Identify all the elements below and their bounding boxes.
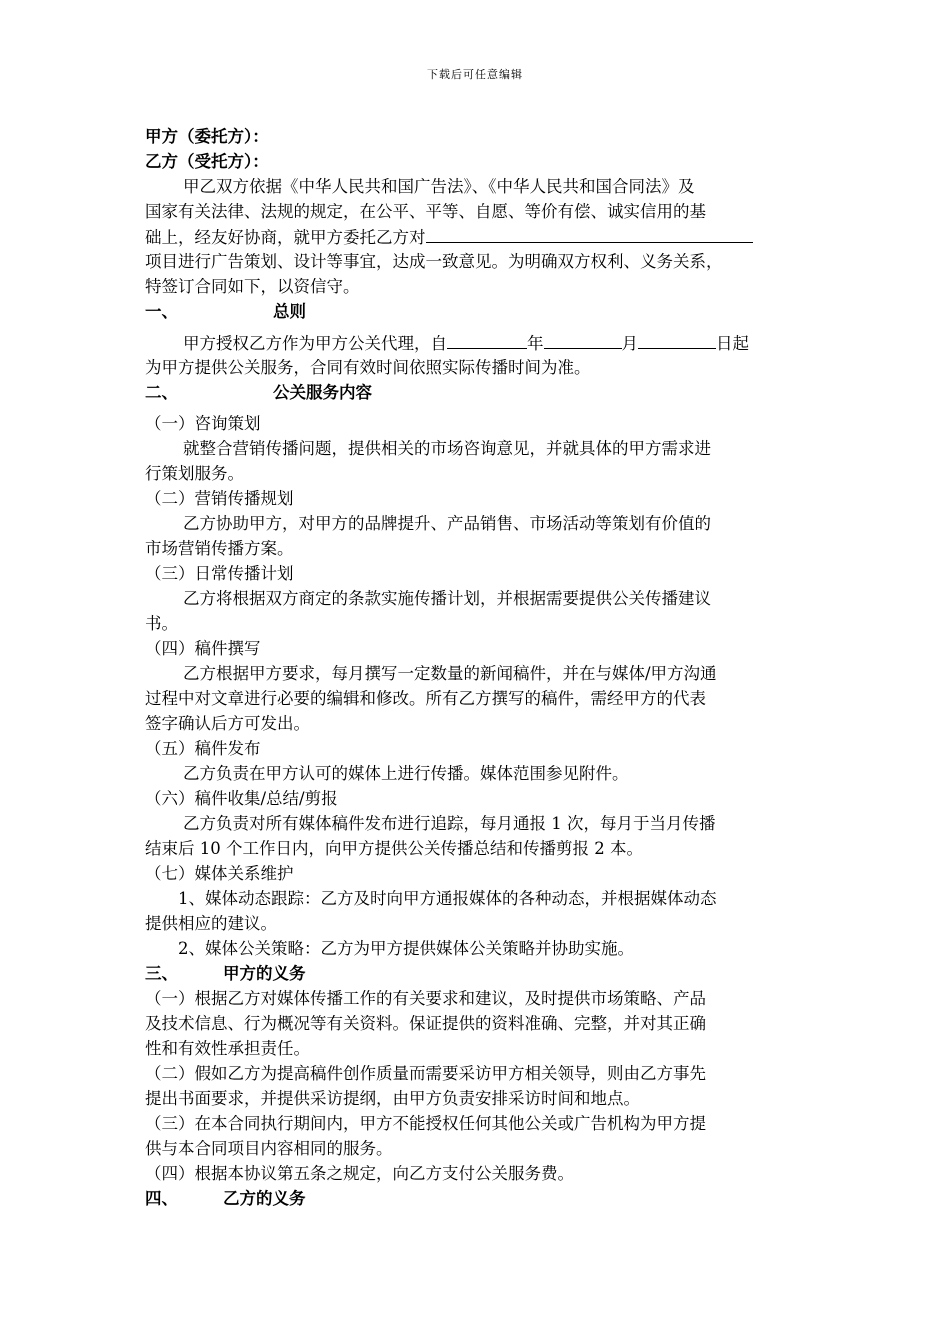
section-title: 公关服务内容 (273, 383, 372, 402)
paragraph-line: 过程中对文章进行必要的编辑和修改。所有乙方撰写的稿件，需经甲方的代表 (145, 689, 706, 708)
paragraph-line: 1、媒体动态跟踪：乙方及时向甲方通报媒体的各种动态，并根据媒体动态 (178, 889, 717, 908)
paragraph-line: （二）假如乙方为提高稿件创作质量而需要采访甲方相关领导，则由乙方事先 (145, 1064, 706, 1083)
text: 月 (621, 334, 638, 353)
section-title: 乙方的义务 (223, 1189, 306, 1208)
section-heading (145, 1186, 810, 1211)
paragraph-line: 性和有效性承担责任。 (145, 1039, 310, 1058)
paragraph-line: （四）根据本协议第五条之规定，向乙方支付公关服务费。 (145, 1164, 574, 1183)
paragraph-line: 提供相应的建议。 (145, 914, 277, 933)
paragraph-line: 签字确认后方可发出。 (145, 714, 310, 733)
subsection-heading: （五）稿件发布 (145, 739, 261, 758)
subsection-heading: （二）营销传播规划 (145, 489, 294, 508)
year-blank (447, 330, 527, 349)
subsection-heading: （一）咨询策划 (145, 414, 261, 433)
party-b-label: 乙方（受托方）： (145, 152, 269, 171)
subsection-heading: （四）稿件撰写 (145, 639, 261, 658)
paragraph-line: （三）在本合同执行期间内，甲方不能授权任何其他公关或广告机构为甲方提 (145, 1114, 706, 1133)
project-blank (426, 224, 753, 243)
text: 年 (527, 334, 544, 353)
paragraph-line: 供与本合同项目内容相同的服务。 (145, 1139, 393, 1158)
paragraph-line: 市场营销传播方案。 (145, 539, 294, 558)
subsection-heading: （六）稿件收集/总结/剪报 (145, 789, 338, 808)
service-list (145, 411, 810, 961)
paragraph-line: 为甲方提供公关服务，合同有效时间依照实际传播时间为准。 (145, 358, 591, 377)
paragraph-line: 乙方协助甲方，对甲方的品牌提升、产品销售、市场活动等策划有价值的 (183, 514, 711, 533)
month-blank (544, 330, 622, 349)
intro-line: 甲乙双方依据《中华人民共和国广告法》、《中华人民共和国合同法》及 (183, 177, 695, 196)
section-heading (145, 961, 810, 986)
page-header: 下载后可任意编辑 (427, 68, 523, 81)
party-a-label: 甲方（委托方）： (145, 127, 269, 146)
section-number: 四、 (145, 1189, 178, 1208)
paragraph-line: 就整合营销传播问题，提供相关的市场咨询意见，并就具体的甲方需求进 (183, 439, 711, 458)
subsection-heading: （七）媒体关系维护 (145, 864, 294, 883)
section-title: 总则 (273, 302, 306, 321)
paragraph-line: 乙方将根据双方商定的条款实施传播计划，并根据需要提供公关传播建议 (183, 589, 711, 608)
intro-text: 础上，经友好协商，就甲方委托乙方对 (145, 228, 426, 247)
intro-line (145, 224, 810, 249)
paragraph-line: 书。 (145, 614, 178, 633)
text: 日起 (716, 334, 749, 353)
subsection-heading: （三）日常传播计划 (145, 564, 294, 583)
paragraph-line: 结束后 10 个工作日内，向甲方提供公关传播总结和传播剪报 2 本。 (145, 839, 643, 858)
paragraph-line: 乙方根据甲方要求，每月撰写一定数量的新闻稿件，并在与媒体/甲方沟通 (183, 664, 717, 683)
section-heading (145, 380, 810, 405)
contract-body (145, 124, 810, 1211)
paragraph-line: 乙方负责对所有媒体稿件发布进行追踪，每月通报 1 次，每月于当月传播 (183, 814, 716, 833)
paragraph-line: 乙方负责在甲方认可的媒体上进行传播。媒体范围参见附件。 (183, 764, 629, 783)
section-title: 甲方的义务 (223, 964, 306, 983)
intro-line: 特签订合同如下，以资信守。 (145, 277, 360, 296)
section-number: 一、 (145, 302, 178, 321)
section-number: 二、 (145, 383, 178, 402)
day-blank (638, 330, 716, 349)
paragraph-line: 及技术信息、行为概况等有关资料。保证提供的资料准确、完整，并对其正确 (145, 1014, 706, 1033)
paragraph-line: 2、媒体公关策略：乙方为甲方提供媒体公关策略并协助实施。 (178, 939, 634, 958)
paragraph-line: 提出书面要求，并提供采访提纲，由甲方负责安排采访时间和地点。 (145, 1089, 640, 1108)
paragraph-line: （一）根据乙方对媒体传播工作的有关要求和建议，及时提供市场策略、产品 (145, 989, 706, 1008)
intro-line: 国家有关法律、法规的规定，在公平、平等、自愿、等价有偿、诚实信用的基 (145, 202, 706, 221)
text: 甲方授权乙方作为甲方公关代理，自 (183, 334, 447, 353)
paragraph-line: 行策划服务。 (145, 464, 244, 483)
section-heading (145, 299, 810, 324)
paragraph-line (145, 330, 810, 355)
intro-line: 项目进行广告策划、设计等事宜，达成一致意见。为明确双方权利、义务关系， (145, 252, 723, 271)
section-number: 三、 (145, 964, 178, 983)
